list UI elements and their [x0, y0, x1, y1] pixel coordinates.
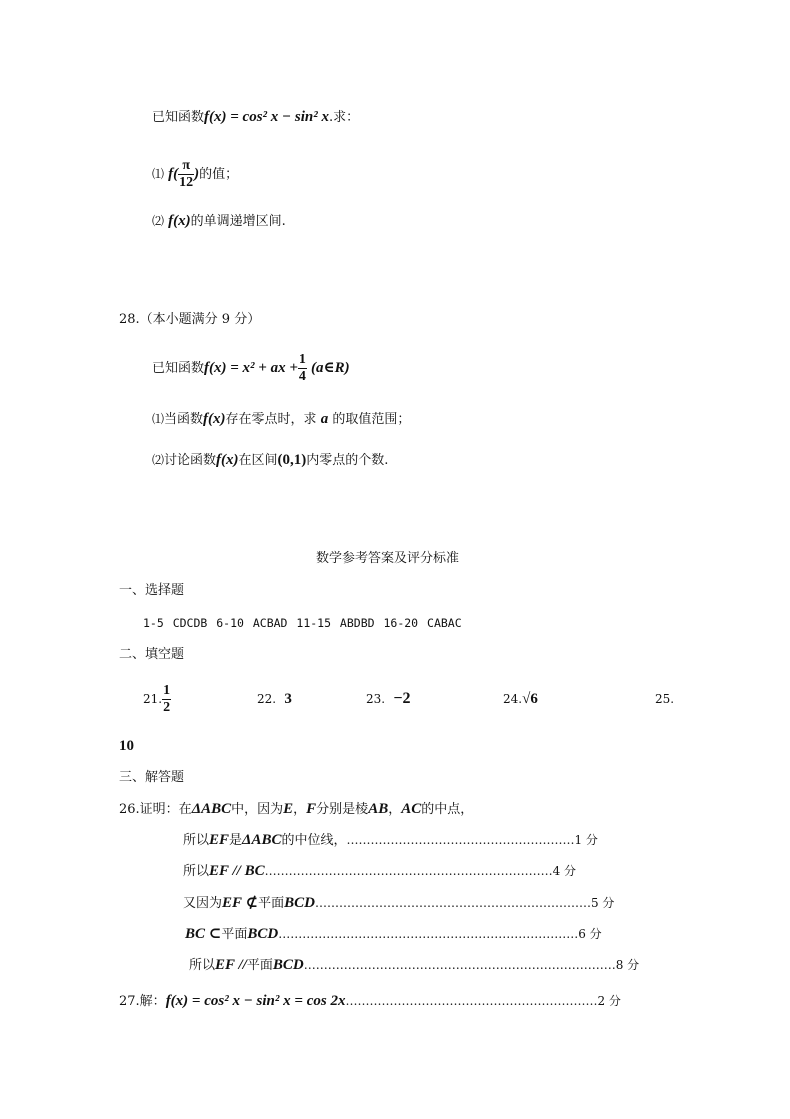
q26-triangle: ΔABC: [191, 801, 232, 817]
fill-23: [366, 689, 410, 710]
q27-item1-text: 的值；: [199, 167, 239, 182]
q28-item1-var: a: [320, 411, 329, 427]
fill-22-value: 3: [284, 691, 292, 707]
fill-24-label: 24.: [503, 692, 523, 706]
q26-step3-b: 平面: [258, 896, 285, 911]
q26-step5-dots: ……………………………………………………………………: [303, 958, 616, 972]
q28-function-a: f(x) = x² + ax +: [204, 360, 298, 376]
q26-step3-bcd: BCD: [284, 895, 315, 911]
q26-text-end: 的中点，: [421, 802, 474, 817]
q26-step4-math: BC ⊂: [185, 926, 222, 942]
q26-step1-a: 所以: [183, 833, 210, 848]
q26-line1: [119, 799, 473, 820]
fill-25-value: 10: [119, 738, 134, 754]
q26-step1: [183, 830, 598, 851]
fill-21-num: 1: [163, 683, 171, 698]
fill-24: [503, 689, 538, 710]
q27-intro-suffix: .求：: [328, 110, 360, 125]
fill-21-label: 21.: [143, 692, 163, 706]
q26-step5-bcd: BCD: [272, 957, 304, 973]
q28-item1-text-c: 的取值范围；: [332, 412, 411, 427]
q26-step3-score: 5 分: [590, 896, 615, 910]
fill-21: [143, 680, 171, 719]
q26-step4-score: 6 分: [578, 927, 602, 941]
q28-frac-num: 1: [298, 352, 306, 367]
q28-item1-func: f(x): [203, 411, 226, 427]
q28-intro: [152, 350, 350, 387]
q26-step4-bcd: BCD: [247, 926, 279, 942]
q26-step2-dots: ………………………………………………………………: [264, 864, 553, 878]
q26-edge-ab: AB: [368, 801, 389, 817]
q26-comma-2: ，: [388, 802, 402, 817]
section-fill-heading: 二、填空题: [119, 647, 185, 662]
q27-intro: [152, 107, 359, 128]
q28-item1-text-a: 当函数: [164, 412, 204, 427]
q26-point-e: E: [283, 801, 294, 817]
q26-step1-dots: …………………………………………………: [346, 833, 575, 847]
fill-23-label: 23.: [366, 692, 386, 706]
q27-item1-close: ): [194, 166, 200, 182]
q26-step1-tri: ΔABC: [242, 832, 282, 848]
q26-step1-ef: EF: [209, 832, 230, 848]
fill-22: [257, 689, 292, 710]
choice-answers: 1-5 CDCDB 6-10 ACBAD 11-15 ABDBD 16-20 CABAC: [143, 616, 462, 630]
fill-23-value: −2: [393, 690, 411, 707]
q26-edge-ac: AC: [401, 801, 422, 817]
q28-item1: [152, 409, 410, 430]
q27-item2-num: ⑵: [152, 214, 165, 228]
q26-step2-a: 所以: [183, 864, 210, 879]
q27-item1-fraction: [178, 158, 194, 191]
q26-step5-math: EF //: [215, 957, 247, 973]
section-choice-heading: 一、选择题: [119, 583, 185, 598]
q27-solution-score: 2 分: [597, 994, 621, 1008]
q27-solution-math: f(x) = cos² x − sin² x = cos 2x: [165, 993, 346, 1009]
q27-item1-func: f(: [168, 166, 179, 182]
q26-step2-math: EF // BC: [209, 863, 265, 879]
q28-frac-den: 4: [298, 369, 306, 384]
q26-step3-math: EF ⊄: [222, 895, 259, 911]
q26-step5-score: 8 分: [615, 958, 640, 972]
q26-step5-a: 所以: [189, 958, 216, 973]
q26-step5: [189, 955, 639, 976]
q26-step2: [183, 861, 576, 882]
q28-intro-text: 已知函数: [152, 361, 205, 376]
fill-21-den: 2: [163, 700, 171, 715]
q26-step1-b: 是: [229, 833, 243, 848]
q26-step1-c: 的中位线，: [281, 833, 347, 848]
q28-item2-func: f(x): [216, 452, 239, 468]
q27-solution: [119, 991, 621, 1012]
q28-item1-num: ⑴: [152, 412, 165, 426]
answers-title: 数学参考答案及评分标准: [316, 551, 460, 566]
q28-item1-text-b: 存在零点时，求: [225, 412, 317, 427]
q26-step2-score: 4 分: [552, 864, 577, 878]
q28-item2-text-b: 在区间: [238, 453, 278, 468]
q26-step4-dots: …………………………………………………………………: [278, 927, 579, 941]
q26-prefix: 26.证明：在: [119, 802, 192, 817]
q28-item2-text-c: 内零点的个数.: [306, 453, 389, 468]
q27-frac-den: 12: [179, 175, 194, 190]
q28-title: 28.（本小题满分 9 分）: [119, 312, 261, 327]
q26-step3: [183, 893, 614, 914]
q26-text-b: 中，因为: [231, 802, 284, 817]
fill-24-value: √6: [522, 691, 538, 707]
q26-step4-b: 平面: [221, 927, 248, 942]
q26-step3-a: 又因为: [183, 896, 223, 911]
q28-function-b: (a∈R): [311, 360, 350, 376]
q26-point-f: F: [306, 801, 317, 817]
fill-25-label: 25.: [655, 692, 675, 706]
q28-item2-text-a: 讨论函数: [164, 453, 217, 468]
q28-item2-interval: (0,1): [277, 452, 307, 468]
q27-solution-label: 27.解：: [119, 994, 166, 1009]
q27-item1: [152, 157, 238, 192]
q27-solution-dots: ………………………………………………………: [345, 994, 598, 1008]
fill-22-label: 22.: [257, 692, 277, 706]
q27-item2: [152, 211, 286, 232]
q26-comma-1: ，: [293, 802, 307, 817]
q27-item2-text: 的单调递增区间.: [190, 214, 286, 229]
section-solution-heading: 三、解答题: [119, 770, 185, 785]
q27-intro-text: 已知函数: [152, 110, 205, 125]
q26-step3-dots: ……………………………………………………………: [314, 896, 591, 910]
q27-item1-num: ⑴: [152, 167, 165, 181]
q26-text-d: 分别是棱: [316, 802, 369, 817]
fill-25: [655, 689, 674, 710]
q26-step5-b: 平面: [246, 958, 273, 973]
fill-21-fraction: [162, 683, 171, 716]
q26-step4: [185, 924, 602, 945]
q27-function: f(x) = cos² x − sin² x: [204, 109, 329, 125]
q27-frac-num: π: [178, 158, 194, 175]
q28-item2-num: ⑵: [152, 453, 165, 467]
q28-fraction: [298, 352, 307, 385]
q27-item2-func: f(x): [168, 213, 191, 229]
q26-step1-score: 1 分: [574, 833, 598, 847]
q28-item2: [152, 450, 388, 471]
